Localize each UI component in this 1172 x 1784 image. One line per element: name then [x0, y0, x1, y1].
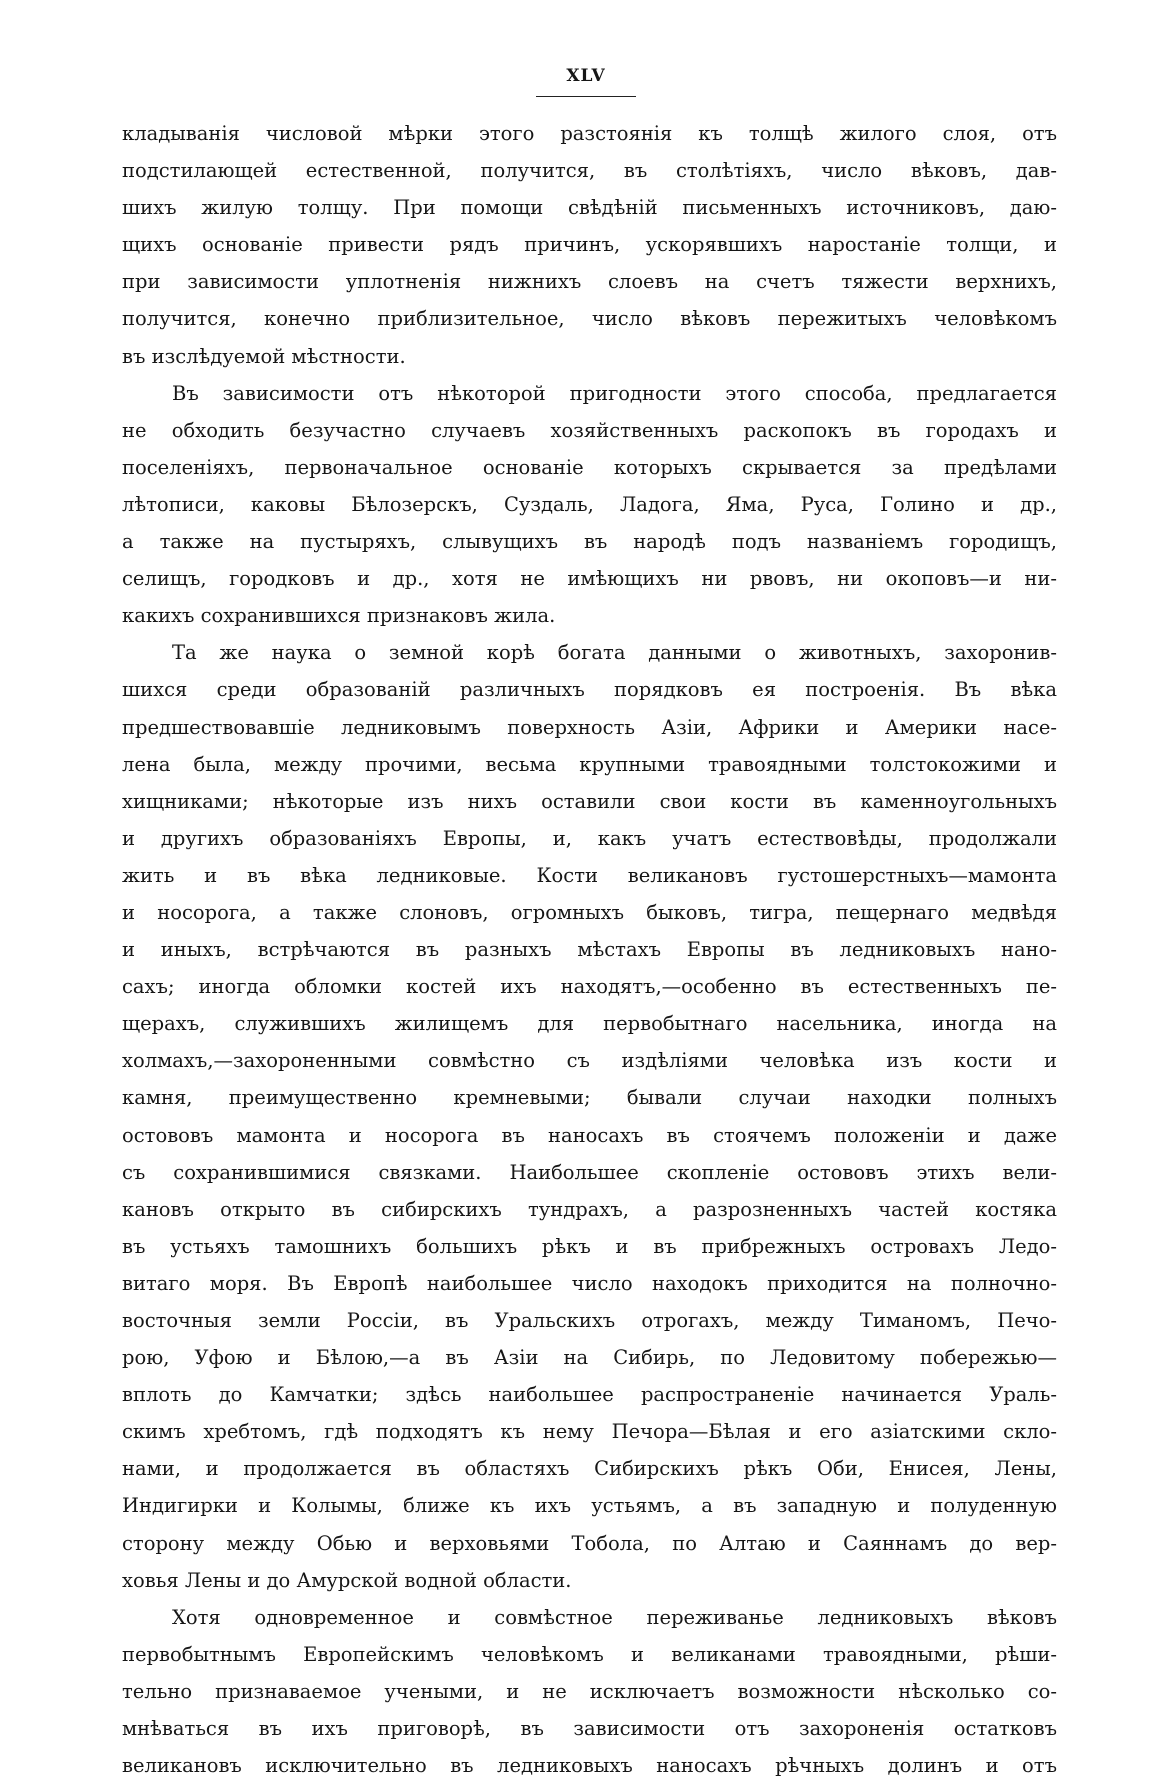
text-line: жить и въ вѣка ледниковые. Кости великановъ густошерстныхъ—мамонта [122, 863, 1057, 887]
page-number: XLV [566, 66, 606, 86]
text-line: нами, и продолжается въ областяхъ Сибирскихъ рѣкъ Оби, Енисея, Лены, [122, 1457, 1057, 1481]
text-line: поселеніяхъ, первоначальное основаніе которыхъ скрывается за предѣлами [122, 455, 1057, 479]
text-line: кановъ открыто въ сибирскихъ тундрахъ, а разрозненныхъ частей костяка [122, 1197, 1057, 1221]
paragraph [122, 115, 1057, 375]
text-line: при зависимости уплотненія нижнихъ слоевъ на счетъ тяжести верхнихъ, [122, 270, 1057, 294]
paragraph [122, 1599, 1057, 1784]
text-line: и иныхъ, встрѣчаются въ разныхъ мѣстахъ Европы въ ледниковыхъ нано- [122, 938, 1057, 962]
text-line: камня, преимущественно кремневыми; бывали случаи находки полныхъ [122, 1086, 1057, 1110]
text-line: кладыванія числовой мѣрки этого разстоянія къ толщѣ жилого слоя, отъ [122, 122, 1057, 145]
body-text [122, 115, 1057, 1784]
text-line: витаго моря. Въ Европѣ наибольшее число находокъ приходится на полночно- [122, 1271, 1057, 1295]
text-line: шихъ жилую толщу. При помощи свѣдѣній письменныхъ источниковъ, даю- [122, 196, 1057, 220]
text-line: лена была, между прочими, весьма крупными травоядными толстокожими и [122, 752, 1057, 776]
text-line: въ устьяхъ тамошнихъ большихъ рѣкъ и въ прибрежныхъ островахъ Ледо- [122, 1234, 1057, 1258]
text-line: скимъ хребтомъ, гдѣ подходятъ къ нему Печора—Бѣлая и его азіатскими скло- [122, 1420, 1057, 1444]
text-line: получится, конечно приблизительное, число вѣковъ пережитыхъ человѣкомъ [122, 307, 1057, 331]
text-line: рою, Уфою и Бѣлою,—а въ Азіи на Сибирь, по Ледовитому побережью— [122, 1346, 1057, 1370]
text-line: остововъ мамонта и носорога въ наносахъ въ стоячемъ положеніи и даже [122, 1123, 1057, 1147]
text-line: тельно признаваемое учеными, и не исключаетъ возможности нѣсколько со- [122, 1679, 1057, 1703]
text-line: шихся среди образованій различныхъ порядковъ ея построенія. Въ вѣка [122, 678, 1057, 702]
text-line: съ сохранившимися связками. Наибольшее скопленіе остововъ этихъ вели- [122, 1160, 1057, 1184]
text-line: восточныя земли Россіи, въ Уральскихъ отрогахъ, между Тиманомъ, Печо- [122, 1309, 1057, 1332]
text-line: Хотя одновременное и совмѣстное переживанье ледниковыхъ вѣковъ [172, 1605, 1057, 1629]
text-line: холмахъ,—захороненными совмѣстно съ издѣліями человѣка изъ кости и [122, 1049, 1057, 1073]
text-line: вплоть до Камчатки; здѣсь наибольшее распространеніе начинается Ураль- [122, 1383, 1057, 1407]
text-line: первобытнымъ Европейскимъ человѣкомъ и великанами травоядными, рѣши- [122, 1642, 1057, 1666]
text-line: какихъ сохранившихся признаковъ жила. [122, 604, 556, 628]
text-line: Индигирки и Колымы, ближе къ ихъ устьямъ, а въ западную и полуденную [122, 1494, 1057, 1518]
text-line: и другихъ образованіяхъ Европы, и, какъ учатъ естествовѣды, продолжали [122, 826, 1057, 850]
text-line: мнѣваться въ ихъ приговорѣ, въ зависимости отъ захороненія остатковъ [122, 1717, 1057, 1741]
paragraph [122, 375, 1057, 635]
text-line: щихъ основаніе привести рядъ причинъ, ускорявшихъ наростаніе толщи, и [122, 233, 1057, 257]
text-line: селищъ, городковъ и др., хотя не имѣющихъ ни рвовъ, ни окоповъ—и ни- [122, 567, 1057, 591]
text-line: ховья Лены и до Амурской водной области. [122, 1568, 572, 1592]
text-line: Въ зависимости отъ нѣкоторой пригодности этого способа, предлагается [172, 381, 1057, 405]
text-line: лѣтописи, каковы Бѣлозерскъ, Суздаль, Ладога, Яма, Руса, Голино и др., [122, 492, 1057, 516]
text-line: предшествовавшіе ледниковымъ поверхность Азіи, Африки и Америки насе- [122, 715, 1057, 739]
text-line: не обходить безучастно случаевъ хозяйственныхъ раскопокъ въ городахъ и [122, 418, 1057, 442]
text-line: и носорога, а также слоновъ, огромныхъ быковъ, тигра, пещернаго медвѣдя [122, 900, 1057, 924]
text-line: хищниками; нѣкоторые изъ нихъ оставили свои кости въ каменноугольныхъ [122, 789, 1057, 813]
text-line: сахъ; иногда обломки костей ихъ находятъ,—особенно въ естественныхъ пе- [122, 975, 1057, 999]
text-line: въ изслѣдуемой мѣстности. [122, 344, 406, 368]
text-line: а также на пустыряхъ, слывущихъ въ народѣ подъ названіемъ городищъ, [122, 530, 1057, 554]
text-line: сторону между Обью и верховьями Тобола, по Алтаю и Саяннамъ до вер- [122, 1531, 1057, 1555]
header-rule [536, 96, 636, 97]
text-line: подстилающей естественной, получится, въ столѣтіяхъ, число вѣковъ, дав- [122, 159, 1057, 183]
paragraph [122, 634, 1057, 1598]
text-line: Та же наука о земной корѣ богата данными о животныхъ, захоронив- [172, 641, 1057, 665]
text-line: щерахъ, служившихъ жилищемъ для первобытнаго насельника, иногда на [122, 1012, 1057, 1036]
text-line: великановъ исключительно въ ледниковыхъ наносахъ рѣчныхъ долинъ и отъ [122, 1754, 1057, 1778]
